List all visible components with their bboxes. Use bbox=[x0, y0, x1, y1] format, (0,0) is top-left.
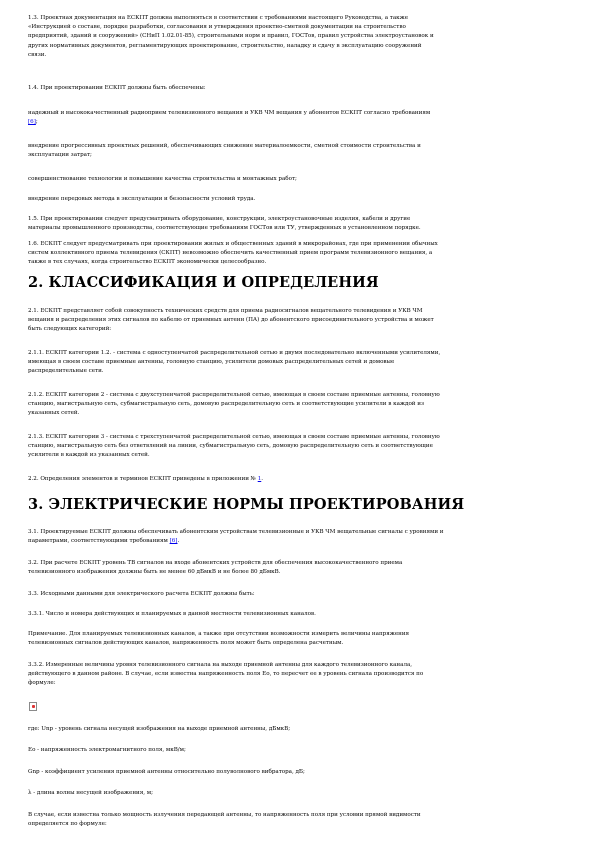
text-line: быть следующих категорий: bbox=[28, 326, 112, 333]
text-line: 1.5. При проектировании следует предусматривать оборудование, конструкции, электроустановочные изделия, кабели и другие bbox=[28, 216, 411, 222]
text-line: определяется по формуле: bbox=[28, 821, 107, 828]
paragraph-1-6 bbox=[28, 240, 570, 268]
text-line: связи. bbox=[28, 51, 47, 58]
text-fragment: 2.2. Определения элементов и терминов ЕСКПТ приведены в приложении № bbox=[28, 476, 258, 482]
paragraph-3-3-1 bbox=[28, 610, 570, 619]
text-line bbox=[28, 118, 570, 127]
text-line: эксплуатации затрат; bbox=[28, 152, 92, 159]
paragraph-2-1-3 bbox=[28, 433, 570, 461]
text-line: 2.1. ЕСКПТ представляет собой совокупность технических средств для приема радиосигналов вещательного телевидения и УКВ ЧМ bbox=[28, 308, 423, 314]
text-line: λ - длина волны несущей изображения, м; bbox=[28, 790, 153, 796]
text-line: 2.1.1. ЕСКПТ категории 1.2. - система с одноступенчатой распределительной сетью и двумя последовательно включенными усилителями, bbox=[28, 350, 441, 356]
text-line: распределительные сети. bbox=[28, 368, 104, 375]
text-line: указанных сетей. bbox=[28, 410, 80, 417]
text-line: систем коллективного приема телевидения (СКПТ) невозможно обеспечить качественный прием программ телевизионного вещания, а bbox=[28, 250, 433, 257]
text-line: 3.3. Исходными данными для электрического расчета ЕСКПТ должны быть: bbox=[28, 591, 255, 597]
section-heading: 2. КЛАССИФИКАЦИЯ И ОПРЕДЕЛЕНИЯ bbox=[28, 274, 379, 291]
text-line: 1.3. Проектная документация на ЕСКПТ должна выполняться в соответствии с требованиями настоящего Руководства, а также bbox=[28, 15, 409, 21]
section-3-heading bbox=[28, 496, 570, 514]
text-line: формуле: bbox=[28, 680, 56, 687]
paragraph-1-5 bbox=[28, 215, 570, 233]
text-line: 3.3.2. Измеренные величины уровня телевизионного сигнала на выходе приемной антенны для каждого телевизионного канала, bbox=[28, 662, 413, 668]
text-fragment: ; bbox=[35, 119, 38, 126]
text-line: других нормативных документов, регламентирующих проектирование, строительство, наладку и сдачу в эксплуатацию сооружений bbox=[28, 42, 422, 49]
section-heading: 3. ЭЛЕКТРИЧЕСКИЕ НОРМЫ ПРОЕКТИРОВАНИЯ bbox=[28, 496, 465, 513]
broken-image-icon bbox=[29, 702, 37, 711]
paragraph-3-1 bbox=[28, 528, 570, 546]
paragraph-3-2 bbox=[28, 559, 570, 577]
paragraph-1-3 bbox=[28, 14, 570, 60]
text-line: материалы промышленного производства, соответствующие требованиям ГОСТов или ТУ, утвержденных в установленном порядке. bbox=[28, 225, 421, 232]
text-line: 2.1.2. ЕСКПТ категории 2 - система с двухступенчатой распределительной сетью, имеющая в своем составе приемные антенны, головную bbox=[28, 392, 440, 398]
paragraph-1-4 bbox=[28, 84, 570, 93]
text-fragment: параметрами, соответствующими требованиям bbox=[28, 538, 170, 545]
text-line: также в тех случаях, когда строительство ЕСКПТ экономически целесообразно. bbox=[28, 259, 267, 266]
definition-eo bbox=[28, 746, 570, 755]
text-line: вещания и распределения этих сигналов по кабелю от приемных антенн (ПА) до абонентского присоединительного устройства и может bbox=[28, 317, 434, 324]
bullet-3 bbox=[28, 175, 570, 184]
text-line: 3.3.1. Число и номера действующих и планируемых в данной местности телевизионных каналов. bbox=[28, 611, 316, 617]
text-line: станцию, магистральную сеть без ответвлений на линии, субмагистральную сеть, домовую распределительную сеть и соответствующие bbox=[28, 443, 433, 450]
text-line: 1.4. При проектировании ЕСКПТ должны быть обеспечены: bbox=[28, 85, 206, 91]
text-line: 3.2. При расчете ЕСКПТ уровень ТВ сигналов на входе абонентских устройств для обеспечения высококачественного приема bbox=[28, 560, 403, 566]
paragraph-3-3 bbox=[28, 590, 570, 599]
text-line: где: Unp - уровень сигнала несущей изображения на выходе приемной антенны, дБмкВ; bbox=[28, 726, 291, 732]
text-line: телевизионного изображения должны быть не менее 60 дБмкВ и не более 80 дБмкВ. bbox=[28, 569, 281, 576]
text-line: 2.1.3. ЕСКПТ категории 3 - система с трехступенчатой распределительной сетью, имеющая в своем составе приемные антенны, головную bbox=[28, 434, 440, 440]
text-fragment: . bbox=[177, 538, 180, 545]
text-line: В случае, если известна только мощность излучения передающей антенны, то напряженность поля при условии прямой видимости bbox=[28, 812, 421, 818]
text-line: Gnp - коэффициент усиления приемной антенны относительно полуволнового вибратора, дБ; bbox=[28, 769, 305, 775]
bullet-4 bbox=[28, 195, 570, 204]
text-line: внедрение передовых метода в эксплуатации и безопасности условий труда. bbox=[28, 196, 256, 202]
bullet-1 bbox=[28, 109, 570, 127]
section-2-heading bbox=[28, 274, 570, 292]
appendix-link-1[interactable]: 1 bbox=[257, 476, 262, 482]
text-line: «Инструкцией о составе, порядке разработки, согласования и утверждения проектно-сметной документации на строительство bbox=[28, 24, 406, 31]
text-line bbox=[28, 475, 570, 484]
text-line: Ео - напряженность электромагнитного поля, мкВ/м; bbox=[28, 747, 186, 753]
text-fragment: . bbox=[261, 476, 264, 482]
definition-lambda bbox=[28, 789, 570, 798]
paragraph-2-1 bbox=[28, 307, 570, 335]
text-line: 1.6. ЕСКПТ следует предусматривать при проектировании жилых и общественных зданий в микрорайонах, где при применении обычных bbox=[28, 241, 438, 247]
paragraph-2-2 bbox=[28, 475, 570, 484]
text-line: предприятий, зданий и сооружений» (СНиП 1.02.01-85), строительными норм и правил, ГОСТов, правил устройства электроустановок и bbox=[28, 33, 434, 40]
paragraph-2-1-2 bbox=[28, 391, 570, 419]
text-line bbox=[28, 537, 570, 546]
text-line: совершенствование технологии и повышение качества строительства и монтажных работ; bbox=[28, 176, 297, 182]
text-line: действующего в данном районе. В случае, если известна напряженность поля Ео, то пересчет ее в уровень сигнала производится по bbox=[28, 671, 424, 678]
bullet-2 bbox=[28, 142, 570, 160]
text-line: усилители в каждой из указанных сетей. bbox=[28, 452, 150, 459]
text-line: внедрение прогрессивных проектных решений, обеспечивающих снижение материалоемкости, сметной стоимости строительства и bbox=[28, 143, 421, 149]
reference-link-6[interactable]: [6] bbox=[28, 119, 36, 126]
text-line: Примечание. Для планируемых телевизионных каналов, а также при отсутствии возможности измерить величины напряжения bbox=[28, 631, 410, 637]
text-line: имеющая в своем составе приемные антенны, головную станцию, усилители домовых распределительных сетей и домовые bbox=[28, 359, 395, 366]
paragraph-power bbox=[28, 811, 570, 829]
text-line: станцию, магистральную сеть, субмагистральную сеть, домовую распределительную сеть и соответствующие усилители в каждой из bbox=[28, 401, 425, 408]
reference-link-6[interactable]: [6] bbox=[169, 538, 178, 545]
definition-unp bbox=[28, 725, 570, 734]
definition-gnp bbox=[28, 768, 570, 777]
note-paragraph bbox=[28, 630, 570, 648]
text-line: надежный и высококачественный радиоприем телевизионного вещания и УКВ ЧМ вещания у абонентов ЕСКПТ согласно требованиям bbox=[28, 110, 431, 116]
text-line: телевизионных сигналов действующих каналов, напряженность поля может быть определена расчетным. bbox=[28, 640, 344, 647]
paragraph-2-1-1 bbox=[28, 349, 570, 377]
paragraph-3-3-2 bbox=[28, 661, 570, 689]
text-line: 3.1. Проектируемые ЕСКПТ должны обеспечивать абонентским устройствам телевизионные и УКВ ЧМ вещательные сигналы с уровнями и bbox=[28, 529, 444, 535]
